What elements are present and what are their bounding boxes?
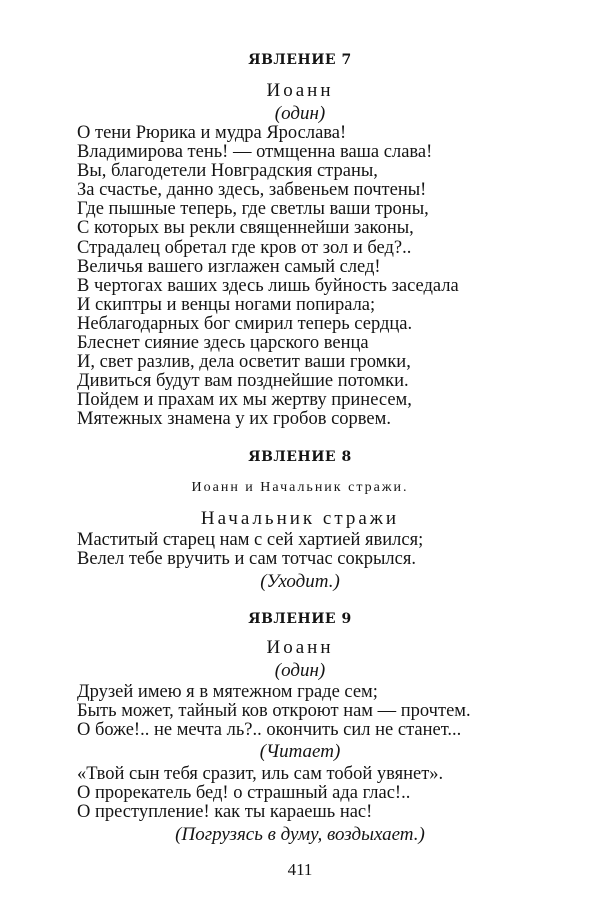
verse-line: Дивиться будут вам позднейшие потомки. [77, 371, 409, 392]
verse-line: С которых вы рекли священнейши законы, [77, 218, 414, 239]
verse-line: В чертогах ваших здесь лишь буйность заседала [77, 275, 459, 296]
scene-8-characters: Иоанн и Начальник стражи. [191, 480, 409, 495]
scene-7-heading: ЯВЛЕНИЕ 7 [248, 52, 352, 68]
scene-9-heading: ЯВЛЕНИЕ 9 [248, 611, 352, 627]
page-number: 411 [287, 860, 313, 879]
scene-7-speaker: Иоанн [266, 80, 334, 101]
scene-8-direction: (Уходит.) [260, 571, 340, 592]
verse-line: И скиптры и венцы ногами попирала; [77, 294, 376, 315]
verse-line: О преступление! как ты караешь нас! [77, 802, 373, 823]
verse-line: О боже!.. не мечта ль?.. окончить сил не станет... [77, 720, 462, 741]
verse-line: Пойдем и прахам их мы жертву принесем, [77, 390, 412, 411]
scene-8-verse [77, 531, 423, 569]
verse-line: За счастье, данно здесь, забвеньем почтены! [77, 180, 427, 201]
verse-line: Владимирова тень! — отмщенна ваша слава! [77, 142, 433, 163]
verse-line: И, свет разлив, дела осветит ваши громки, [77, 352, 411, 373]
scene-9-direction-final: (Погрузясь в думу, воздыхает.) [175, 824, 425, 845]
verse-line: Маститый старец нам с сей хартией явился; [77, 530, 424, 550]
scene-9-verse-letter [77, 765, 443, 822]
verse-line: Неблагодарных бог смирил теперь сердца. [77, 313, 413, 334]
verse-line: Быть может, тайный ков откроют нам — прочтем. [77, 701, 471, 722]
verse-line: Друзей имею я в мятежном граде сем; [77, 682, 378, 702]
verse-line: Мятежных знамена у их гробов сорвем. [77, 409, 391, 430]
scene-9-direction: (один) [274, 660, 326, 681]
verse-line: Где пышные теперь, где светлы ваши троны, [77, 199, 429, 220]
scene-9-speaker: Иоанн [266, 637, 334, 658]
scene-7-direction: (один) [274, 103, 326, 124]
verse-line: О тени Рюрика и мудра Ярослава! [77, 123, 347, 143]
scene-8-speaker: Начальник стражи [200, 508, 400, 529]
verse-line: Блеснет сияние здесь царского венца [77, 333, 369, 354]
verse-line: Страдалец обретал где кров от зол и бед?.. [77, 237, 412, 258]
verse-line: «Твой сын тебя сразит, иль сам тобой увянет». [77, 764, 444, 784]
scene-8-heading: ЯВЛЕНИЕ 8 [248, 449, 352, 465]
verse-line: Велел тебе вручить и сам тотчас сокрылся. [77, 549, 416, 570]
verse-line: О прорекатель бед! о страшный ада глас!.. [77, 783, 411, 804]
scene-9-verse [77, 683, 471, 740]
verse-line: Величья вашего изглажен самый след! [77, 256, 381, 277]
verse-line: Вы, благодетели Новградския страны, [77, 161, 378, 182]
scene-7-verse [77, 124, 459, 430]
scene-9-direction-reading: (Читает) [259, 741, 341, 762]
